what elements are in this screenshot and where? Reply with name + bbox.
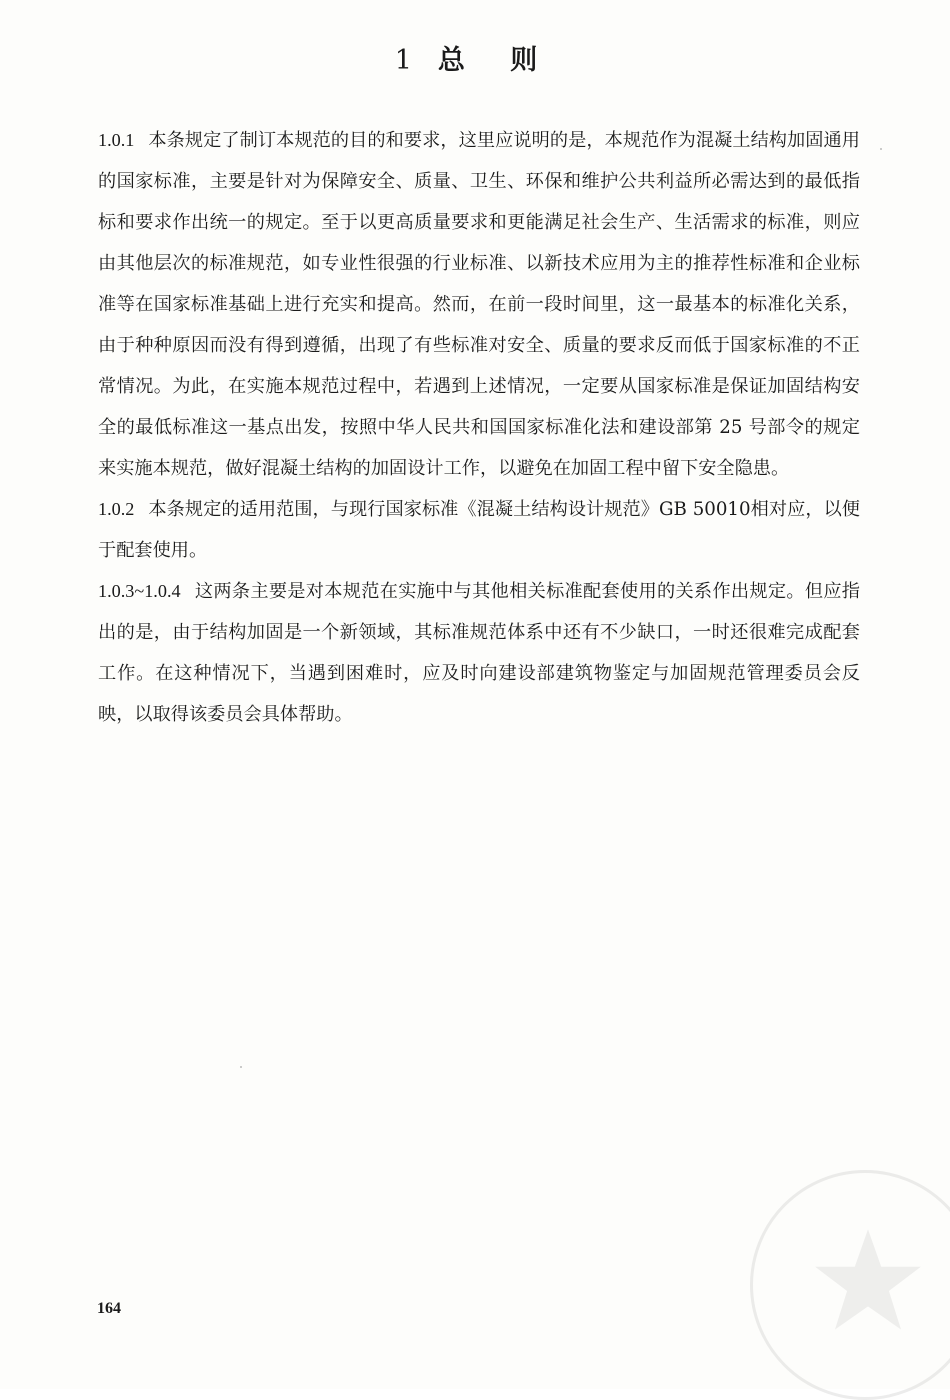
scan-speck xyxy=(880,148,882,150)
clause-text: 本条规定的适用范围，与现行国家标准《混凝土结构设计规范》GB 50010相对应，以便于配套使用。 xyxy=(98,499,860,561)
chapter-title xyxy=(0,38,950,77)
scan-speck xyxy=(240,1066,242,1068)
page-number: 164 xyxy=(97,1300,121,1317)
clause-number: 1.0.3~1.0.4 xyxy=(98,581,181,601)
watermark-stamp xyxy=(750,1170,950,1400)
star-icon xyxy=(813,1225,923,1335)
clause-number: 1.0.2 xyxy=(98,499,135,519)
chapter-name: 总 则 xyxy=(437,45,556,76)
clause-text: 这两条主要是对本规范在实施中与其他相关标准配套使用的关系作出规定。但应指出的是，由于结构加固是一个新领域，其标准规范体系中还有不少缺口，一时还很难完成配套工作。在这种情况下，当遇到困难时，应及时向建设部建筑物鉴定与加固规范管理委员会反映，以取得该委员会具体帮助。 xyxy=(98,581,860,725)
clause-text: 本条规定了制订本规范的目的和要求，这里应说明的是，本规范作为混凝土结构加固通用的国家标准，主要是针对为保障安全、质量、卫生、环保和维护公共利益所必需达到的最低指标和要求作出统一的规定。至于以更高质量要求和更能满足社会生产、生活需求的标准，则应由其他层次的标准规范，如专业性很强的行业标准、以新技术应用为主的推荐性标准和企业标准等在国家标准基础上进行充实和提高。然而，在前一段时间里，这一最基本的标准化关系，由于种种原因而没有得到遵循，出现了有些标准对安全、质量的要求反而低于国家标准的不正常情况。为此，在实施本规范过程中，若遇到上述情况，一定要从国家标准是保证加固结构安全的最低标准这一基点出发，按照中华人民共和国国家标准化法和建设部第 25 号部令的规定来实施本规范，做好混凝土结构的加固设计工作，以避免在加固工程中留下安全隐患。 xyxy=(98,130,860,479)
clause-number: 1.0.1 xyxy=(98,130,135,150)
clause-paragraph xyxy=(98,571,860,735)
document-body xyxy=(98,120,860,735)
clause-paragraph xyxy=(98,120,860,489)
chapter-number: 1 xyxy=(394,45,416,76)
clause-paragraph xyxy=(98,489,860,571)
